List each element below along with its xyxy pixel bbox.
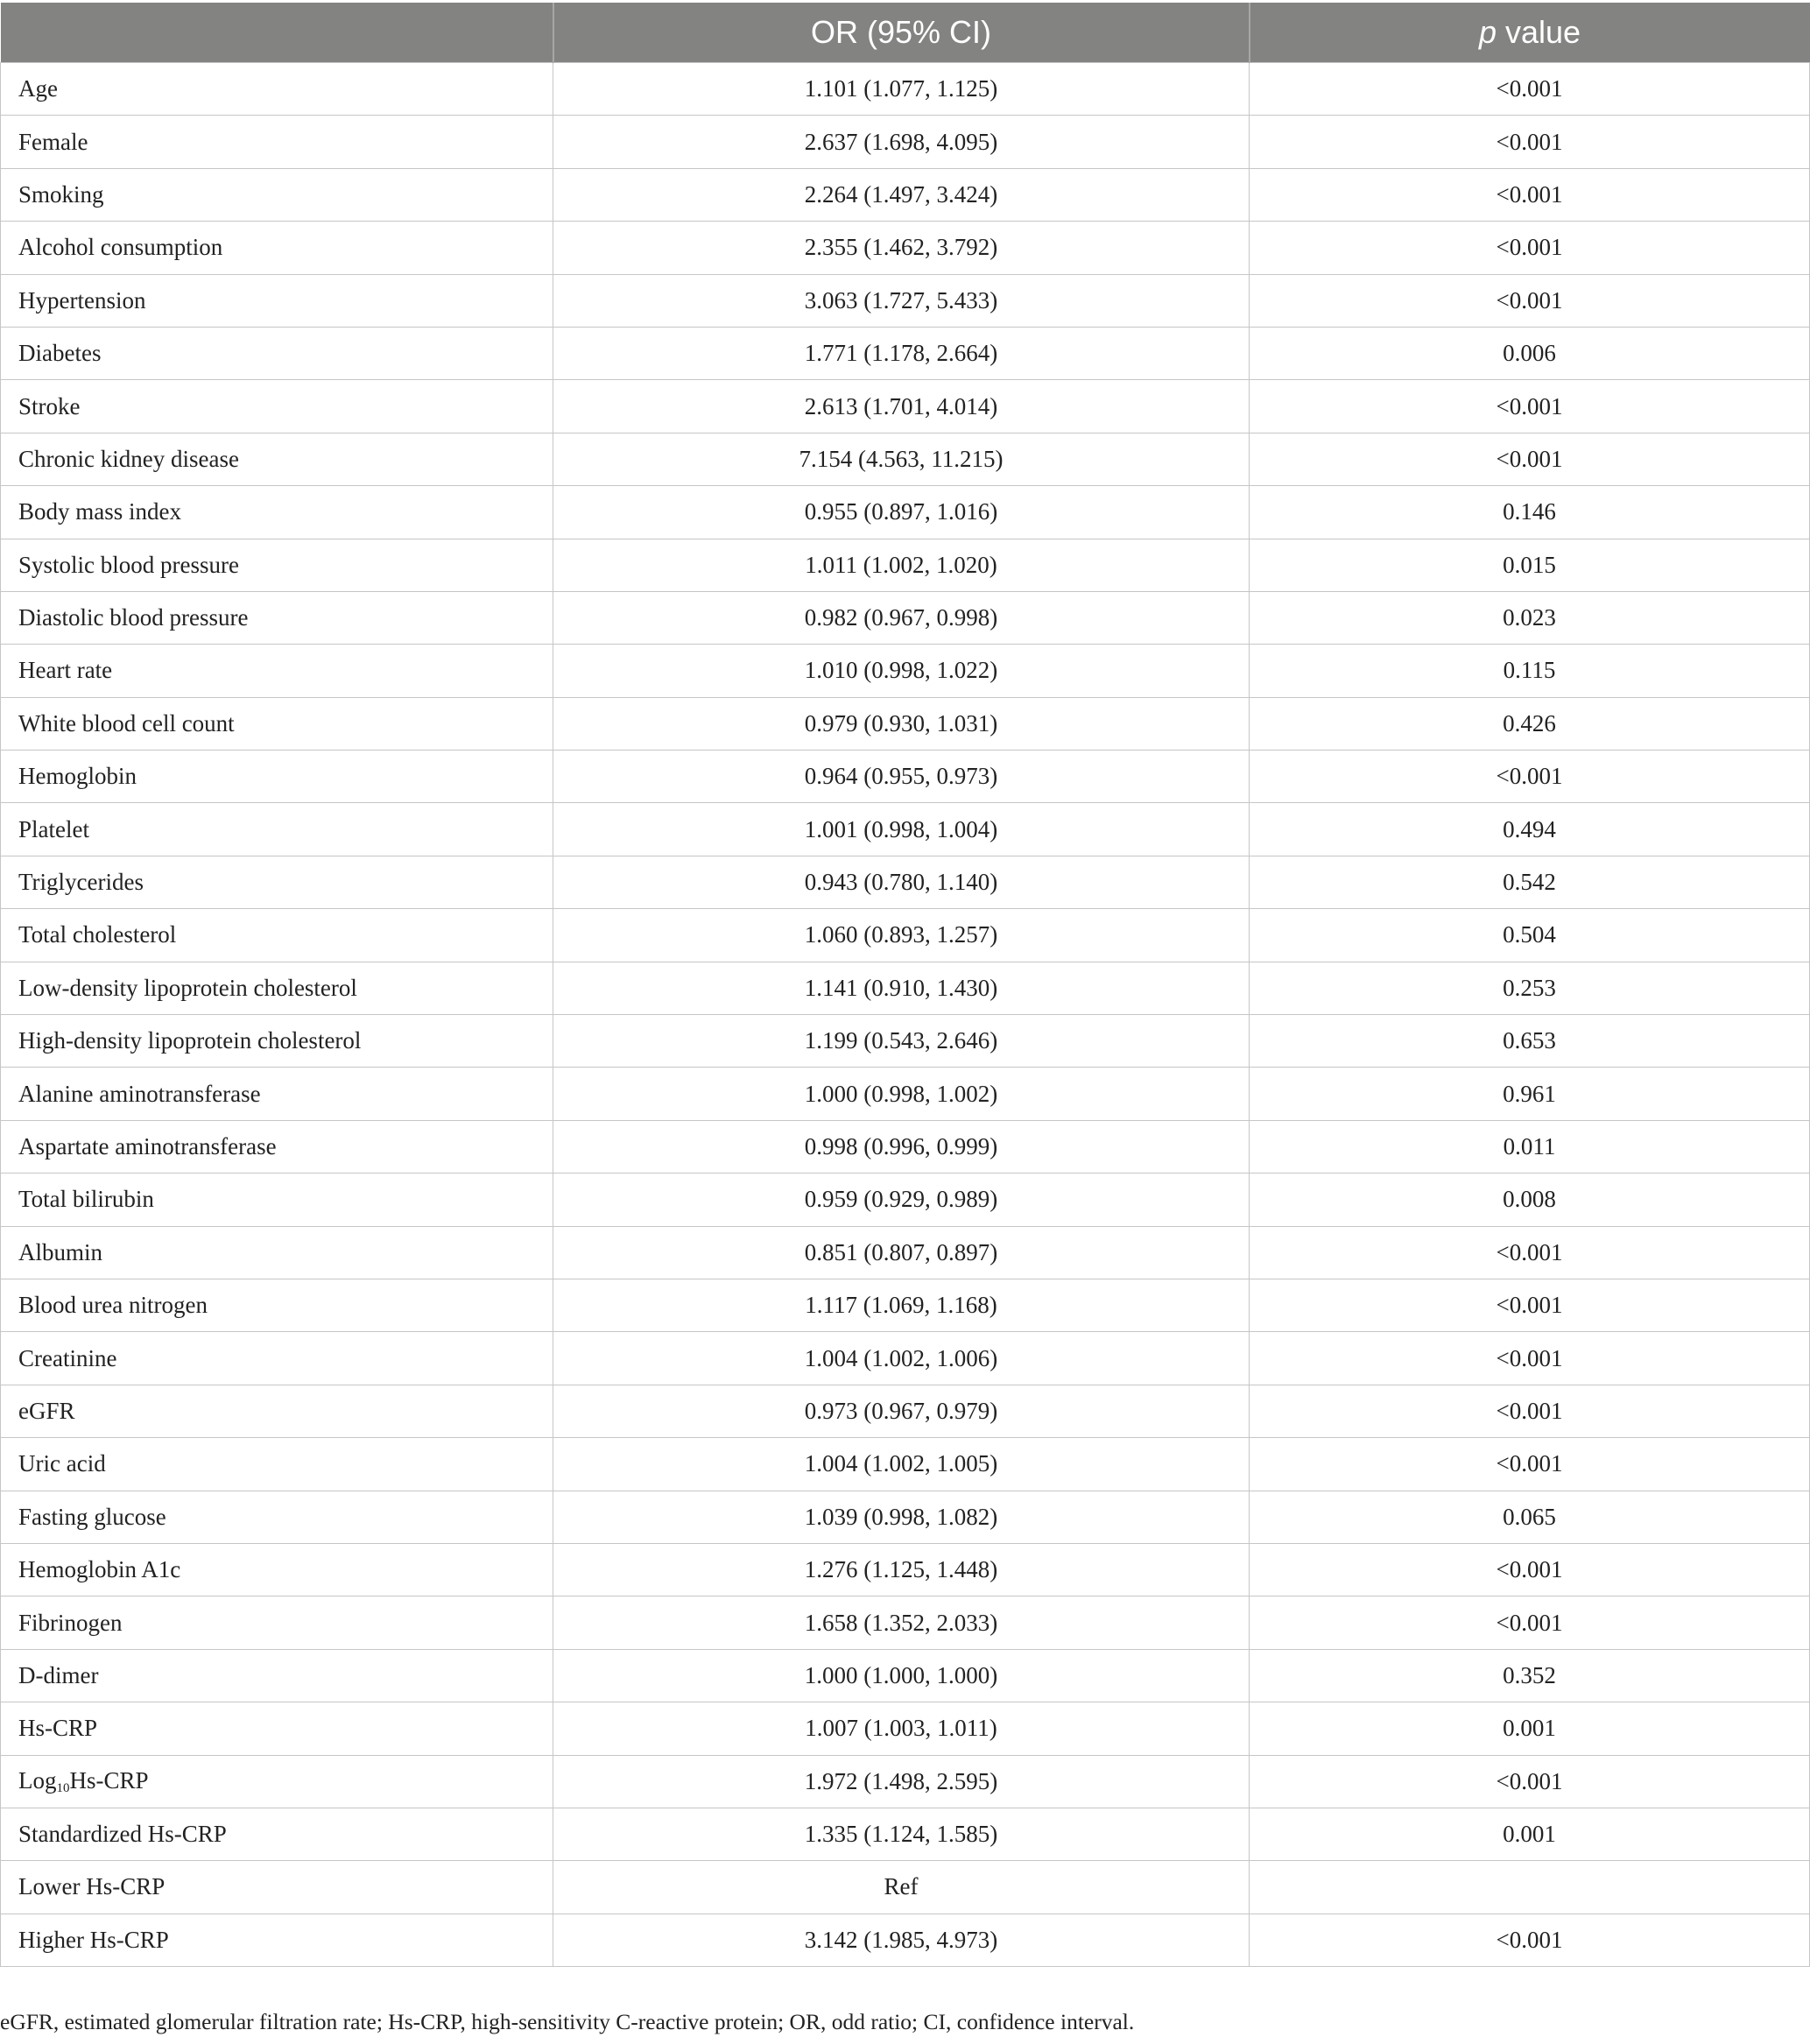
row-label: Fibrinogen — [1, 1596, 553, 1649]
table-row — [1, 433, 1810, 485]
table-row — [1, 1649, 1810, 1702]
row-label: Heart rate — [1, 645, 553, 697]
row-label: Smoking — [1, 168, 553, 221]
row-label — [1, 1755, 553, 1808]
row-label: Albumin — [1, 1226, 553, 1279]
row-or-ci: 2.264 (1.497, 3.424) — [553, 168, 1250, 221]
table-row — [1, 1491, 1810, 1543]
row-p-value: 0.253 — [1250, 962, 1810, 1014]
row-or-ci: 0.959 (0.929, 0.989) — [553, 1174, 1250, 1226]
row-label: Hypertension — [1, 274, 553, 327]
row-p-value: 0.961 — [1250, 1068, 1810, 1120]
row-p-value: <0.001 — [1250, 1226, 1810, 1279]
row-or-ci: 1.335 (1.124, 1.585) — [553, 1808, 1250, 1860]
results-table-container — [0, 3, 1809, 1967]
row-p-value: 0.542 — [1250, 856, 1810, 908]
row-or-ci: 0.998 (0.996, 0.999) — [553, 1120, 1250, 1173]
table-row — [1, 1385, 1810, 1437]
row-label: Alcohol consumption — [1, 222, 553, 274]
row-p-value: <0.001 — [1250, 1332, 1810, 1385]
row-p-value: <0.001 — [1250, 116, 1810, 168]
row-or-ci: 1.199 (0.543, 2.646) — [553, 1015, 1250, 1068]
row-or-ci: 1.004 (1.002, 1.005) — [553, 1438, 1250, 1491]
table-row — [1, 116, 1810, 168]
row-p-value: <0.001 — [1250, 1755, 1810, 1808]
row-p-value: 0.352 — [1250, 1649, 1810, 1702]
row-p-value: 0.426 — [1250, 697, 1810, 750]
table-row — [1, 1279, 1810, 1331]
row-or-ci: 1.039 (0.998, 1.082) — [553, 1491, 1250, 1543]
row-or-ci: 7.154 (4.563, 11.215) — [553, 433, 1250, 485]
row-or-ci: 1.004 (1.002, 1.006) — [553, 1332, 1250, 1385]
row-or-ci: 1.010 (0.998, 1.022) — [553, 645, 1250, 697]
row-or-ci: 1.771 (1.178, 2.664) — [553, 327, 1250, 379]
row-label: Triglycerides — [1, 856, 553, 908]
table-row — [1, 1120, 1810, 1173]
header-p-rest: value — [1496, 14, 1581, 50]
row-p-value: <0.001 — [1250, 1596, 1810, 1649]
header-p-italic: p — [1478, 14, 1497, 50]
row-label-prefix: Log — [18, 1766, 57, 1794]
row-label: Fasting glucose — [1, 1491, 553, 1543]
table-row — [1, 1702, 1810, 1755]
table-row — [1, 539, 1810, 591]
table-row — [1, 962, 1810, 1014]
row-p-value — [1250, 1861, 1810, 1914]
row-or-ci: 1.011 (1.002, 1.020) — [553, 539, 1250, 591]
table-row — [1, 1174, 1810, 1226]
table-row — [1, 168, 1810, 221]
row-p-value: <0.001 — [1250, 751, 1810, 803]
row-p-value: <0.001 — [1250, 1914, 1810, 1966]
row-or-ci: 3.142 (1.985, 4.973) — [553, 1914, 1250, 1966]
table-row — [1, 1596, 1810, 1649]
table-row — [1, 697, 1810, 750]
table-row — [1, 856, 1810, 908]
row-label-subscript: 10 — [56, 1780, 70, 1795]
row-p-value: <0.001 — [1250, 274, 1810, 327]
table-row — [1, 274, 1810, 327]
row-or-ci: 2.637 (1.698, 4.095) — [553, 116, 1250, 168]
table-row — [1, 63, 1810, 116]
row-or-ci: 0.979 (0.930, 1.031) — [553, 697, 1250, 750]
row-or-ci: 0.851 (0.807, 0.897) — [553, 1226, 1250, 1279]
row-label: Age — [1, 63, 553, 116]
row-or-ci: 1.101 (1.077, 1.125) — [553, 63, 1250, 116]
row-label: Alanine aminotransferase — [1, 1068, 553, 1120]
row-label: Systolic blood pressure — [1, 539, 553, 591]
row-or-ci: 1.000 (0.998, 1.002) — [553, 1068, 1250, 1120]
row-label: Hs-CRP — [1, 1702, 553, 1755]
table-row — [1, 751, 1810, 803]
row-label: Body mass index — [1, 486, 553, 539]
row-or-ci: 0.964 (0.955, 0.973) — [553, 751, 1250, 803]
row-p-value: <0.001 — [1250, 222, 1810, 274]
row-p-value: 0.065 — [1250, 1491, 1810, 1543]
table-row — [1, 591, 1810, 644]
row-p-value: 0.115 — [1250, 645, 1810, 697]
row-label-suffix: Hs-CRP — [69, 1766, 149, 1794]
row-p-value: 0.001 — [1250, 1702, 1810, 1755]
row-p-value: 0.023 — [1250, 591, 1810, 644]
table-row — [1, 1861, 1810, 1914]
row-p-value: <0.001 — [1250, 1438, 1810, 1491]
row-label: Total cholesterol — [1, 909, 553, 962]
header-variable — [1, 3, 553, 63]
row-label: Diabetes — [1, 327, 553, 379]
row-or-ci: 0.973 (0.967, 0.979) — [553, 1385, 1250, 1437]
row-or-ci: 2.613 (1.701, 4.014) — [553, 380, 1250, 433]
row-p-value: <0.001 — [1250, 168, 1810, 221]
table-body — [1, 63, 1810, 1967]
row-label: Standardized Hs-CRP — [1, 1808, 553, 1860]
table-header-row — [1, 3, 1810, 63]
row-p-value: 0.146 — [1250, 486, 1810, 539]
row-or-ci: 1.000 (1.000, 1.000) — [553, 1649, 1250, 1702]
table-row — [1, 1914, 1810, 1966]
row-p-value: 0.006 — [1250, 327, 1810, 379]
table-row — [1, 645, 1810, 697]
row-label: Higher Hs-CRP — [1, 1914, 553, 1966]
row-label: Low-density lipoprotein cholesterol — [1, 962, 553, 1014]
row-label: Hemoglobin A1c — [1, 1543, 553, 1596]
row-label: D-dimer — [1, 1649, 553, 1702]
row-label: White blood cell count — [1, 697, 553, 750]
table-row — [1, 1226, 1810, 1279]
row-label: Chronic kidney disease — [1, 433, 553, 485]
row-or-ci: 1.658 (1.352, 2.033) — [553, 1596, 1250, 1649]
row-p-value: <0.001 — [1250, 380, 1810, 433]
table-row — [1, 1755, 1810, 1808]
table-row — [1, 1332, 1810, 1385]
header-or-ci: OR (95% CI) — [553, 3, 1250, 63]
row-label: Total bilirubin — [1, 1174, 553, 1226]
table-row — [1, 803, 1810, 856]
row-p-value: <0.001 — [1250, 63, 1810, 116]
table-row — [1, 327, 1810, 379]
row-label: Uric acid — [1, 1438, 553, 1491]
table-row — [1, 222, 1810, 274]
row-label: Platelet — [1, 803, 553, 856]
header-p-value — [1250, 3, 1810, 63]
row-label: Stroke — [1, 380, 553, 433]
row-p-value: <0.001 — [1250, 1543, 1810, 1596]
odds-ratio-table — [0, 3, 1810, 1967]
row-or-ci: 1.972 (1.498, 2.595) — [553, 1755, 1250, 1808]
row-or-ci: 1.001 (0.998, 1.004) — [553, 803, 1250, 856]
row-or-ci: 0.955 (0.897, 1.016) — [553, 486, 1250, 539]
row-label: Blood urea nitrogen — [1, 1279, 553, 1331]
row-or-ci: 1.060 (0.893, 1.257) — [553, 909, 1250, 962]
row-p-value: 0.653 — [1250, 1015, 1810, 1068]
row-label: Female — [1, 116, 553, 168]
table-row — [1, 486, 1810, 539]
row-or-ci: 0.943 (0.780, 1.140) — [553, 856, 1250, 908]
row-p-value: <0.001 — [1250, 1385, 1810, 1437]
row-p-value: 0.001 — [1250, 1808, 1810, 1860]
table-row — [1, 1543, 1810, 1596]
table-footnote: eGFR, estimated glomerular filtration rate; Hs-CRP, high-sensitivity C-reactive protein; OR, odd ratio; CI, confidence interval. — [0, 2009, 1135, 2034]
table-row — [1, 1808, 1810, 1860]
table-row — [1, 1015, 1810, 1068]
row-p-value: 0.504 — [1250, 909, 1810, 962]
row-p-value: 0.011 — [1250, 1120, 1810, 1173]
row-label: Creatinine — [1, 1332, 553, 1385]
row-label: Hemoglobin — [1, 751, 553, 803]
row-or-ci: 3.063 (1.727, 5.433) — [553, 274, 1250, 327]
row-or-ci: 2.355 (1.462, 3.792) — [553, 222, 1250, 274]
row-label: Aspartate aminotransferase — [1, 1120, 553, 1173]
row-label: eGFR — [1, 1385, 553, 1437]
table-row — [1, 1438, 1810, 1491]
table-row — [1, 909, 1810, 962]
row-p-value: <0.001 — [1250, 1279, 1810, 1331]
row-label: High-density lipoprotein cholesterol — [1, 1015, 553, 1068]
row-or-ci: Ref — [553, 1861, 1250, 1914]
row-or-ci: 1.117 (1.069, 1.168) — [553, 1279, 1250, 1331]
row-label: Diastolic blood pressure — [1, 591, 553, 644]
row-p-value: 0.015 — [1250, 539, 1810, 591]
row-or-ci: 0.982 (0.967, 0.998) — [553, 591, 1250, 644]
table-row — [1, 1068, 1810, 1120]
row-or-ci: 1.141 (0.910, 1.430) — [553, 962, 1250, 1014]
row-p-value: 0.008 — [1250, 1174, 1810, 1226]
row-or-ci: 1.276 (1.125, 1.448) — [553, 1543, 1250, 1596]
row-label: Lower Hs-CRP — [1, 1861, 553, 1914]
row-p-value: <0.001 — [1250, 433, 1810, 485]
row-or-ci: 1.007 (1.003, 1.011) — [553, 1702, 1250, 1755]
table-row — [1, 380, 1810, 433]
row-p-value: 0.494 — [1250, 803, 1810, 856]
